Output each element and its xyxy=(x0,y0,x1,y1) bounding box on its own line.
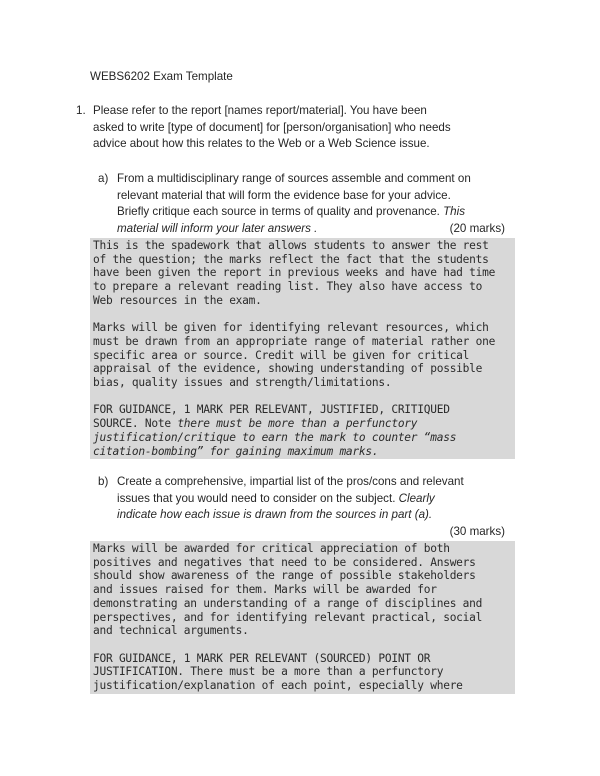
mono-line: citation-bombing” for gaining maximum marks. xyxy=(93,444,379,458)
guidance-paragraph xyxy=(93,321,515,390)
guidance-paragraph xyxy=(93,239,515,308)
mono-line xyxy=(93,417,515,431)
part-b xyxy=(98,474,505,541)
guidance-paragraph xyxy=(93,403,515,458)
text-line xyxy=(117,204,505,221)
mono-line: Marks will be given for identifying relevant resources, which xyxy=(93,321,489,335)
mono-line: positives and negatives that need to be considered. Answers xyxy=(93,555,476,569)
text-segment-italic: This xyxy=(443,205,465,219)
text-segment: SOURCE. Note xyxy=(93,417,178,431)
part-b-text xyxy=(117,474,505,541)
text-line: From a multidisciplinary range of sources assemble and comment on xyxy=(117,172,471,185)
text-segment: Briefly critique each source in terms of quality and provenance. xyxy=(117,205,444,219)
part-a-guidance-block xyxy=(90,238,515,459)
mono-line: JUSTIFICATION. There must be a more than a perfunctory xyxy=(93,665,444,679)
mono-line: have been given the report in previous weeks and have had time xyxy=(93,266,496,280)
part-b-guidance-block xyxy=(90,541,515,694)
text-segment: issues that you would need to consider on the subject. xyxy=(117,491,399,505)
guidance-paragraph xyxy=(93,652,515,693)
document-title: WEBS6202 Exam Template xyxy=(90,70,233,83)
part-a xyxy=(98,171,505,238)
text-segment-italic: Clearly xyxy=(398,491,435,505)
mono-line: to prepare a relevant reading list. They also have access to xyxy=(93,280,483,294)
mono-line: appraisal of the evidence, showing understanding of possible xyxy=(93,362,483,376)
text-line: advice about how this relates to the Web or a Web Science issue. xyxy=(93,137,430,151)
text-segment-italic: there must be more than a perfunctory xyxy=(177,417,418,431)
part-a-text xyxy=(117,171,505,238)
mono-line: specific area or source. Credit will be given for critical xyxy=(93,348,470,362)
marks-label: (30 marks) xyxy=(449,525,505,539)
mono-line: and technical arguments. xyxy=(93,624,249,638)
mono-line: This is the spadework that allows students to answer the rest xyxy=(93,239,489,252)
part-a-letter: a) xyxy=(98,172,109,185)
mono-line: demonstrating an understanding of a range of disciplines and xyxy=(93,596,483,610)
question-1 xyxy=(76,103,523,153)
mono-line: should show awareness of the range of possible stakeholders xyxy=(93,569,476,583)
text-line: indicate how each issue is drawn from the sources in part (a). xyxy=(117,508,433,522)
mono-line: perspectives, and for identifying relevant practical, social xyxy=(93,610,483,624)
text-line: Create a comprehensive, impartial list of the pros/cons and relevant xyxy=(117,475,464,488)
question-1-text xyxy=(93,103,523,153)
mono-line: Marks will be awarded for critical appreciation of both xyxy=(93,542,450,555)
text-line: asked to write [type of document] for [person/organisation] who needs xyxy=(93,120,451,134)
mono-line: FOR GUIDANCE, 1 MARK PER RELEVANT (SOURCED) POINT OR xyxy=(93,651,431,665)
text-line: relevant material that will form the evidence base for your advice. xyxy=(117,188,451,202)
mono-line: must be drawn from an appropriate range of material rather one xyxy=(93,334,496,348)
mono-line: justification/explanation of each point, especially where xyxy=(93,679,463,693)
mono-line: Web resources in the exam. xyxy=(93,293,262,307)
mono-line: and issues raised for them. Marks will be awarded for xyxy=(93,583,437,597)
mono-line: FOR GUIDANCE, 1 MARK PER RELEVANT, JUSTIFIED, CRITIQUED xyxy=(93,403,450,417)
text-line xyxy=(117,491,505,508)
text-line xyxy=(117,221,505,238)
mono-line: of the question; the marks reflect the fact that the students xyxy=(93,252,489,266)
mono-line: justification/critique to earn the mark to counter “mass xyxy=(93,430,457,444)
text-segment-italic: material will inform your later answers . xyxy=(117,222,318,236)
mono-line: bias, quality issues and strength/limitations. xyxy=(93,376,392,390)
question-1-number: 1. xyxy=(76,104,86,117)
marks-label: (20 marks) xyxy=(449,222,505,236)
part-b-letter: b) xyxy=(98,475,109,488)
text-line: Please refer to the report [names report/material]. You have been xyxy=(93,104,427,117)
guidance-paragraph xyxy=(93,542,515,638)
